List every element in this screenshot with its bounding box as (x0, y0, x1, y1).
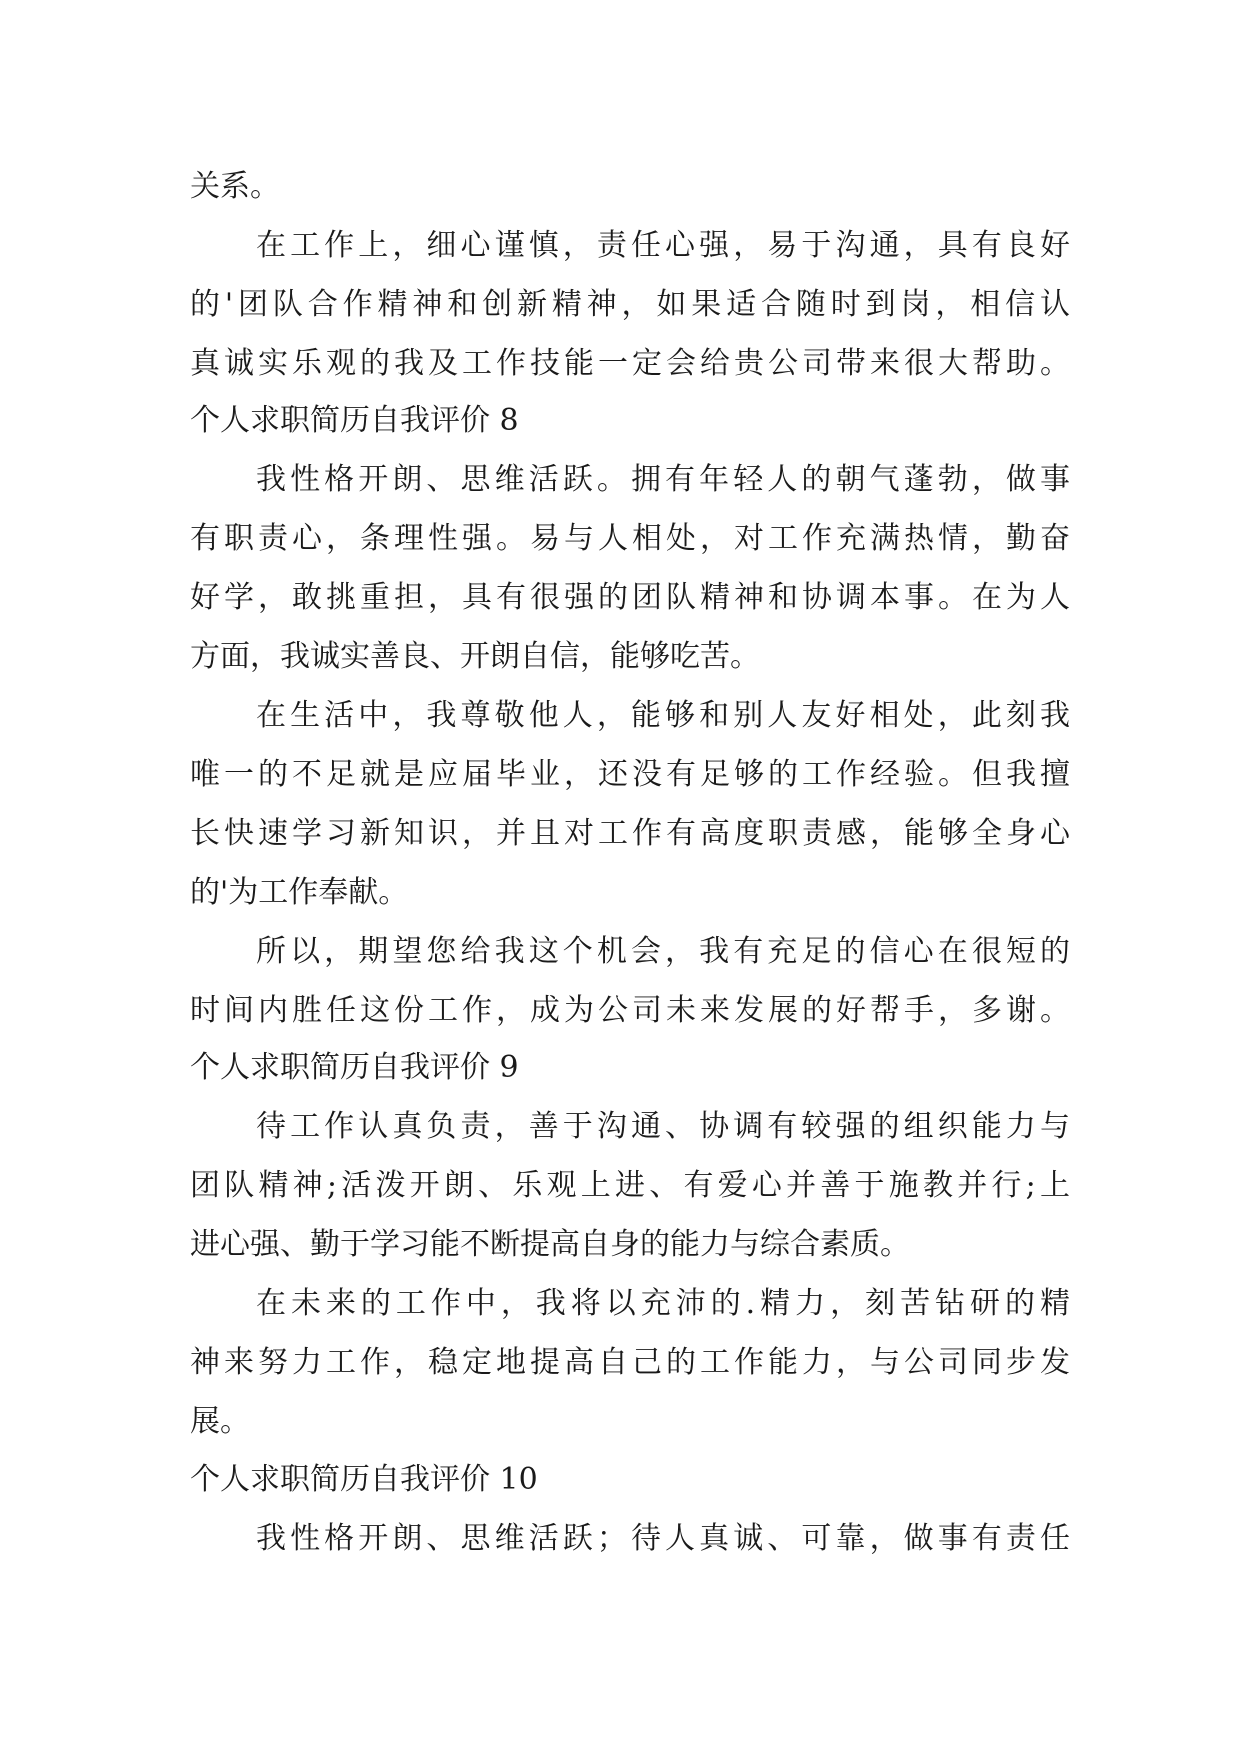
section-heading: 个人求职简历自我评价 10 (190, 1462, 538, 1497)
text-line: 时间内胜任这份工作，成为公司未来发展的好帮手，多谢。 (190, 993, 1070, 1028)
text-line: 在工作上，细心谨慎，责任心强，易于沟通，具有良好 (256, 228, 1070, 263)
text-line: 的'为工作奉献。 (190, 875, 409, 910)
text-line: 好学，敢挑重担，具有很强的团队精神和协调本事。在为人 (190, 580, 1070, 615)
text-line: 方面，我诚实善良、开朗自信，能够吃苦。 (190, 639, 760, 674)
section-heading: 个人求职简历自我评价 9 (190, 1050, 519, 1085)
text-line: 神来努力工作，稳定地提高自己的工作能力，与公司同步发 (190, 1345, 1070, 1380)
text-line: 所以，期望您给我这个机会，我有充足的信心在很短的 (256, 934, 1070, 969)
text-line: 进心强、勤于学习能不断提高自身的能力与综合素质。 (190, 1227, 910, 1262)
text-line: 待工作认真负责，善于沟通、协调有较强的组织能力与 (256, 1109, 1070, 1144)
text-line: 团队精神;活泼开朗、乐观上进、有爱心并善于施教并行;上 (190, 1168, 1070, 1203)
text-line: 在未来的工作中，我将以充沛的.精力，刻苦钻研的精 (256, 1286, 1070, 1321)
text-line: 关系。 (190, 169, 280, 204)
text-line: 有职责心，条理性强。易与人相处，对工作充满热情，勤奋 (190, 521, 1070, 556)
text-line: 展。 (190, 1404, 250, 1439)
section-heading: 个人求职简历自我评价 8 (190, 403, 519, 438)
text-line: 在生活中，我尊敬他人，能够和别人友好相处，此刻我 (256, 698, 1070, 733)
text-line: 长快速学习新知识，并且对工作有高度职责感，能够全身心 (190, 816, 1070, 851)
text-line: 我性格开朗、思维活跃；待人真诚、可靠，做事有责任 (256, 1521, 1070, 1556)
text-line: 的'团队合作精神和创新精神，如果适合随时到岗，相信认 (190, 287, 1070, 322)
text-line: 唯一的不足就是应届毕业，还没有足够的工作经验。但我擅 (190, 757, 1070, 792)
text-line: 我性格开朗、思维活跃。拥有年轻人的朝气蓬勃，做事 (256, 462, 1070, 497)
text-line: 真诚实乐观的我及工作技能一定会给贵公司带来很大帮助。 (190, 346, 1070, 381)
